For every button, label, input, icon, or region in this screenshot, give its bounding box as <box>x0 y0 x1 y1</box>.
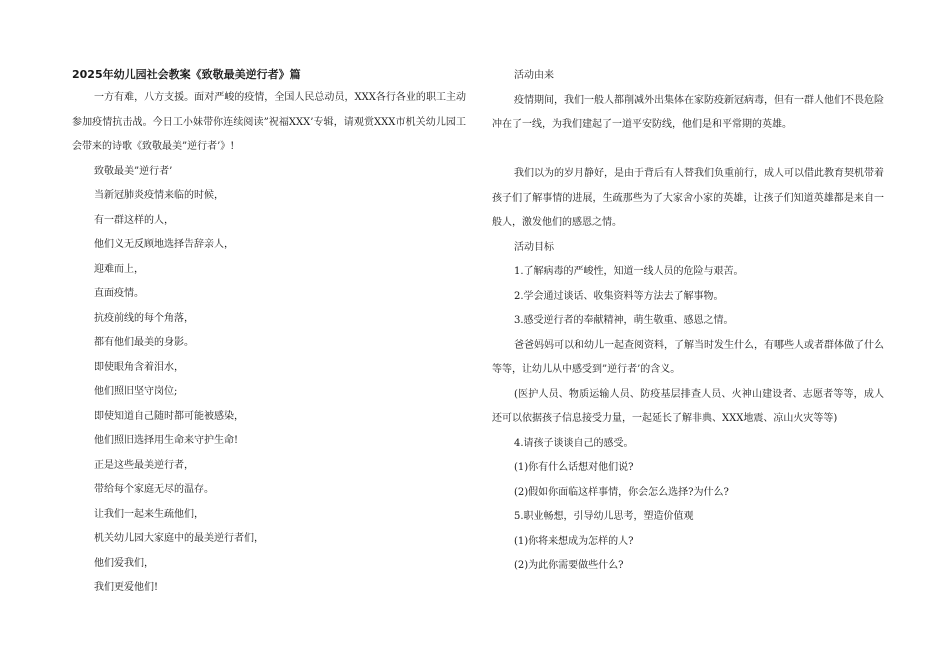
origin-paragraph-2: 我们以为的岁月静好，是由于背后有人替我们负重前行，成人可以借此教育契机带着孩子们了解事情的进展，生疏那些为了大家舍小家的英雄，让孩子们知道英雄都是来自一般人，激发他们的感恩之情。 <box>492 168 884 228</box>
poem-line: 让我们一起来生疏他们， <box>94 508 204 520</box>
poem-line: 机关幼儿园大家庭中的最美逆行者们， <box>94 533 264 544</box>
blank-line <box>492 138 884 163</box>
goals-heading: 活动目标 <box>514 241 554 253</box>
step-5: 5.职业畅想，引导幼儿思考，塑造价值观 <box>514 511 694 522</box>
poem-line: 都有他们最美的身影。 <box>94 337 194 348</box>
poem-line: 直面疫情。 <box>94 288 144 299</box>
poem-line: 致敬最美”逆行者’ <box>94 165 173 177</box>
step-5-question-1: (1)你将来想成为怎样的人? <box>514 535 634 547</box>
step-5-question-2: (2)为此你需要做些什么? <box>514 560 624 571</box>
step-4-question-1: (1)你有什么话想对他们说? <box>514 462 634 473</box>
goal-item: 2.学会通过谈话、收集资料等方法去了解事物。 <box>514 290 724 302</box>
poem-line: 他们义无反顾地选择告辞亲人， <box>94 239 234 250</box>
goal-item: 3.感受逆行者的奉献精神，萌生敬重、感恩之情。 <box>514 315 734 326</box>
poem-line: 迎难而上， <box>94 263 144 275</box>
goal-item: 1.了解病毒的严峻性，知道一线人员的危险与艰苦。 <box>514 266 744 277</box>
poem-line: 我们更爱他们! <box>94 582 159 593</box>
left-column <box>72 64 466 601</box>
intro-paragraph: 一方有难，八方支援。面对严峻的疫情，全国人民总动员，XXX各行各业的职工主动参加疫情抗击战。今日工小妹带你连续阅读”祝福XXX’专辑，请观赏XXX市机关幼儿园工会带来的诗歌《致敬最美”逆行者’》! <box>72 92 466 152</box>
document-title: 2025年幼儿园社会教案《致敬最美逆行者》篇 <box>72 68 301 81</box>
step-4: 4.请孩子谈谈自己的感受。 <box>514 437 634 449</box>
poem-line: 带给每个家庭无尽的温存。 <box>94 484 214 495</box>
poem <box>72 160 466 601</box>
poem-line: 正是这些最美逆行者， <box>94 459 194 471</box>
examples-paragraph: (医护人员、物质运输人员、防疫基层排查人员、火神山建设者、志愿者等等，成人还可以依据孩子信息接受力量，一起延长了解非典、XXX地震、凉山火灾等等) <box>492 388 884 424</box>
parents-paragraph: 爸爸妈妈可以和幼儿一起查阅资料，了解当时发生什么，有哪些人或者群体做了什么等等，让幼儿从中感受到”逆行者’的含义。 <box>492 339 884 375</box>
poem-line: 即使知道自己随时都可能被感染， <box>94 410 244 422</box>
poem-line: 当新冠肺炎疫情来临的时候， <box>94 190 224 201</box>
right-column <box>492 64 884 579</box>
poem-line: 他们照旧坚守岗位; <box>94 386 178 397</box>
activity-origin-heading: 活动由来 <box>514 70 554 81</box>
poem-line: 有一群这样的人， <box>94 214 174 226</box>
poem-line: 抗疫前线的每个角落， <box>94 312 194 324</box>
step-4-question-2: (2)假如你面临这样事情，你会怎么选择?为什么? <box>514 486 729 498</box>
poem-line: 他们爱我们， <box>94 557 154 569</box>
origin-paragraph: 疫情期间，我们一般人都削减外出集体在家防疫新冠病毒，但有一群人他们不畏危险冲在了一线，为我们建起了一道平安防线，他们是和平常期的英雄。 <box>492 94 884 130</box>
poem-line: 即使眼角含着泪水， <box>94 361 184 373</box>
poem-line: 他们照旧选择用生命来守护生命! <box>94 435 239 446</box>
